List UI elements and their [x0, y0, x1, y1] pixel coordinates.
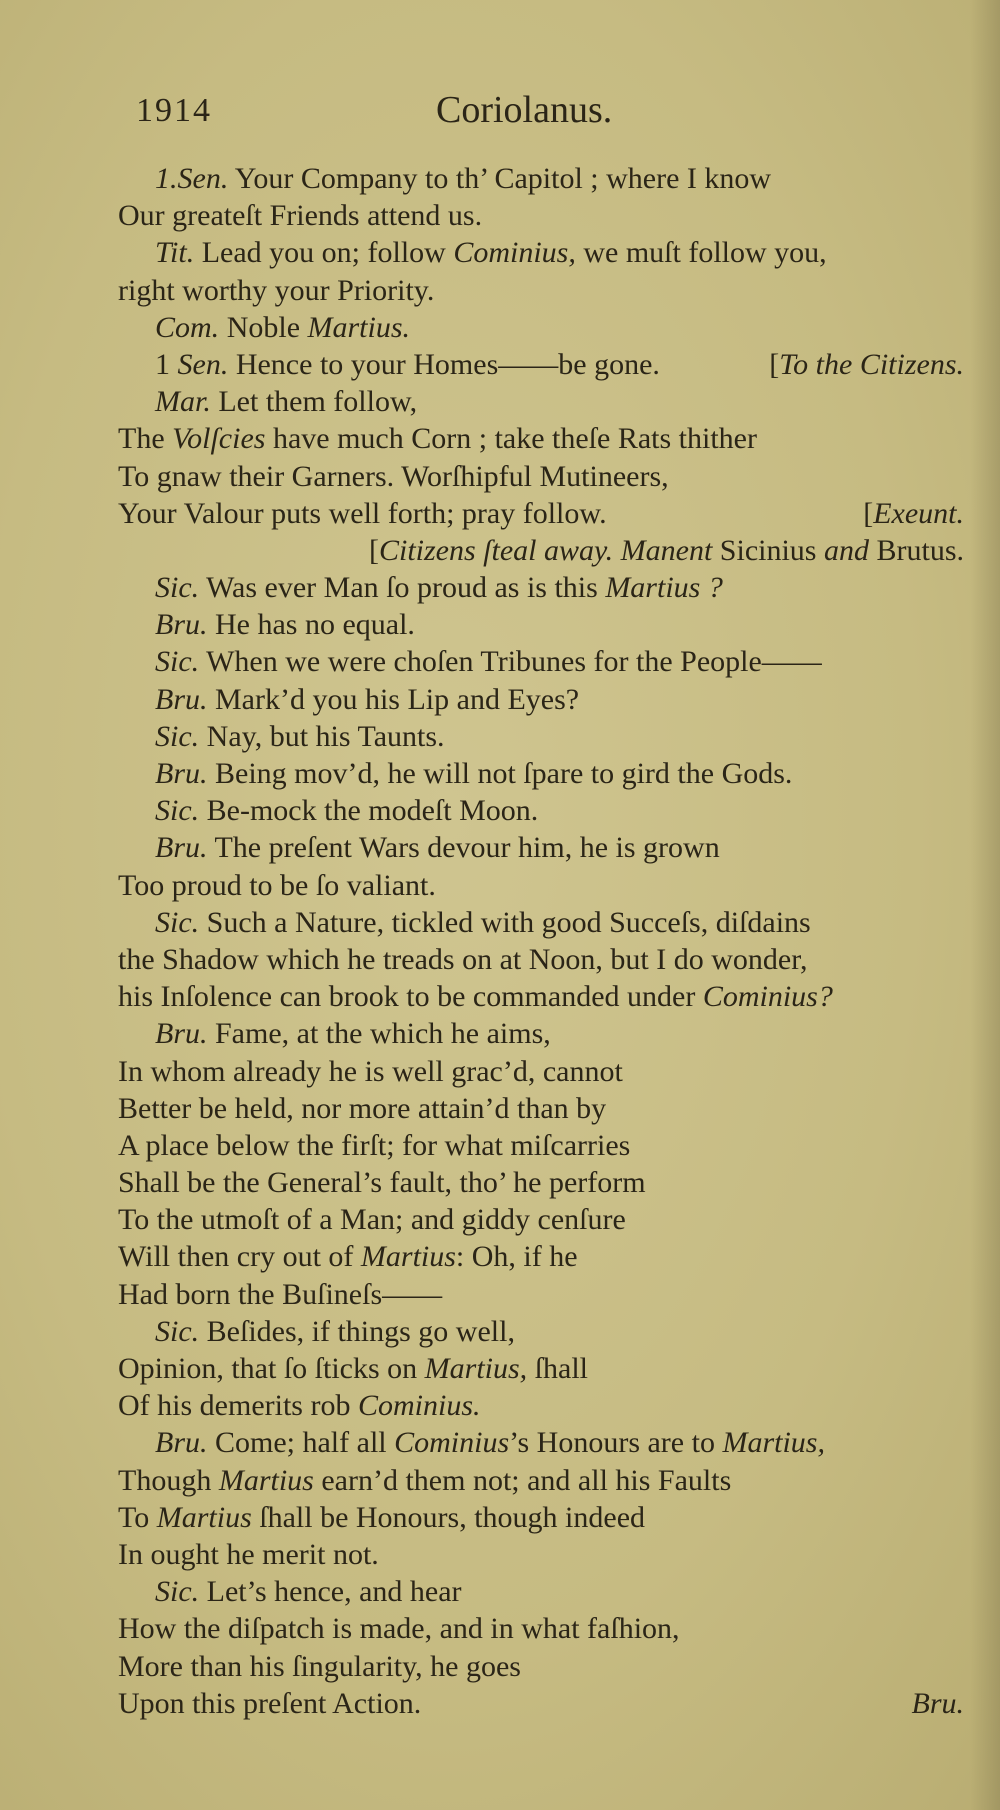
stage-direction: [863, 495, 964, 532]
italic-text: Bru.: [155, 608, 208, 642]
roman-text: To gnaw their Garners. Worſhipful Mutineers,: [118, 459, 669, 493]
line-text: [118, 1090, 606, 1127]
text-line: [0, 383, 1000, 420]
line-text: [118, 1648, 521, 1685]
roman-text: Of his demerits rob: [118, 1389, 358, 1423]
roman-text: He has no equal.: [207, 608, 415, 642]
stage-direction: [769, 346, 964, 383]
text-line: [0, 643, 1000, 680]
line-text: [118, 1053, 623, 1090]
italic-text: Martius: [360, 1240, 456, 1274]
roman-text: Shall be the General’s fault, tho’ he perform: [118, 1166, 646, 1200]
text-line: [0, 1090, 1000, 1127]
italic-text: Exeunt.: [873, 496, 964, 530]
text-line: [0, 978, 1000, 1015]
line-text: [155, 904, 811, 941]
text-line: [0, 1127, 1000, 1164]
italic-text: Martius ?: [605, 571, 723, 605]
italic-text: Com.: [155, 310, 220, 344]
roman-text: The preſent Wars devour him, he is grown: [207, 831, 720, 865]
italic-text: Mar.: [155, 385, 211, 419]
text-line: [0, 1610, 1000, 1647]
roman-text: Being mov’d, he will not ſpare to gird the Gods.: [207, 757, 793, 790]
roman-text: [: [368, 533, 379, 567]
italic-text: Bru.: [155, 1017, 208, 1051]
text-line: [0, 1350, 1000, 1387]
roman-text: Was ever Man ſo proud as is this: [199, 571, 606, 605]
italic-text: Citizens ſteal away. Manent: [378, 533, 713, 567]
line-text: [155, 1313, 515, 1350]
roman-text: Such a Nature, tickled with good Succeſs, diſdains: [199, 905, 811, 939]
roman-text: In whom already he is well grac’d, cannot: [118, 1054, 623, 1088]
line-text: [118, 978, 833, 1015]
line-text: [118, 1127, 630, 1164]
roman-text: Noble: [219, 310, 308, 344]
roman-text: More than his ſingularity, he goes: [118, 1649, 521, 1683]
roman-text: have much Corn ; take theſe Rats thither: [265, 422, 757, 456]
line-text: [155, 792, 538, 829]
italic-text: Sic.: [155, 571, 200, 605]
roman-text: Mark’d you his Lip and Eyes?: [207, 682, 580, 716]
text-line: [0, 346, 1000, 383]
text-line: [0, 197, 1000, 234]
text-line: [0, 829, 1000, 866]
italic-text: Sic.: [155, 794, 200, 828]
roman-text: Had born the Buſineſs——: [118, 1277, 443, 1311]
roman-text: [: [863, 496, 874, 530]
roman-text: In ought he merit not.: [118, 1537, 379, 1571]
text-line: [0, 1424, 1000, 1461]
line-text: [118, 867, 436, 904]
roman-text: Beſides, if things go well,: [199, 1314, 515, 1348]
line-text: [155, 643, 822, 680]
roman-text: Though: [118, 1463, 219, 1497]
line-text: [118, 495, 607, 532]
roman-text: [: [769, 347, 780, 381]
text-line: [0, 792, 1000, 829]
roman-text: When we were choſen Tribunes for the People——: [199, 645, 822, 679]
text-line: [0, 569, 1000, 606]
line-text: [155, 1015, 551, 1052]
roman-text: To the utmoſt of a Man; and giddy cenſure: [118, 1203, 626, 1237]
text-line: [0, 532, 1000, 569]
text-line: [0, 1536, 1000, 1573]
line-text: [118, 1350, 588, 1387]
roman-text: The: [118, 422, 173, 456]
text-line: [0, 1648, 1000, 1685]
text-line: [0, 1276, 1000, 1313]
roman-text: 1: [155, 347, 178, 381]
italic-text: Volſcies: [172, 422, 266, 456]
line-text: [155, 829, 720, 866]
text-line: [0, 309, 1000, 346]
italic-text: Tit.: [155, 236, 195, 270]
roman-text: A place below the firſt; for what miſcarries: [118, 1128, 631, 1162]
roman-text: Lead you on; follow: [194, 236, 454, 270]
line-text: [155, 160, 771, 197]
line-text: [118, 1610, 680, 1647]
text-line: [0, 1387, 1000, 1424]
line-text: [118, 1536, 379, 1573]
roman-text: Fame, at the which he aims,: [207, 1017, 551, 1051]
line-text: [155, 681, 579, 718]
italic-text: Sic.: [155, 1575, 200, 1609]
stage-direction: [369, 532, 964, 569]
text-line: [0, 1462, 1000, 1499]
line-text: [155, 569, 723, 606]
text-line: [0, 1685, 1000, 1722]
roman-text: To: [118, 1500, 157, 1534]
line-text: [118, 420, 757, 457]
text-line: [0, 1499, 1000, 1536]
italic-text: and: [823, 533, 869, 567]
roman-text: Nay, but his Taunts.: [199, 719, 445, 753]
italic-text: Bru.: [155, 757, 208, 790]
roman-text: Will then cry out of: [118, 1240, 361, 1274]
roman-text: ’s Honours are to: [509, 1426, 723, 1460]
text-line: [0, 1201, 1000, 1238]
line-text: [155, 718, 445, 755]
text-line: [0, 1313, 1000, 1350]
stage-direction: [912, 1685, 965, 1722]
text-line: [0, 867, 1000, 904]
text-line: [0, 1238, 1000, 1275]
italic-text: Martius: [218, 1463, 314, 1497]
line-text: [155, 346, 660, 383]
line-text: [155, 234, 827, 271]
italic-text: Martius,: [722, 1426, 825, 1460]
italic-text: Sic.: [155, 905, 200, 939]
roman-text: How the diſpatch is made, and in what faſhion,: [118, 1612, 680, 1646]
italic-text: Bru.: [155, 682, 208, 716]
play-text: [0, 160, 1000, 1722]
text-line: [0, 458, 1000, 495]
roman-text: Upon this preſent Action.: [118, 1686, 422, 1720]
roman-text: Let them follow,: [210, 385, 418, 419]
italic-text: Martius: [156, 1500, 252, 1534]
italic-text: 1.Sen.: [155, 162, 229, 195]
line-text: [118, 1164, 646, 1201]
line-text: [118, 1387, 481, 1424]
roman-text: Hence to your Homes——be gone.: [228, 347, 660, 381]
roman-text: Be-mock the modeſt Moon.: [199, 794, 539, 828]
text-line: [0, 234, 1000, 271]
line-text: [118, 1201, 626, 1238]
line-text: [118, 1276, 442, 1313]
italic-text: Cominius,: [453, 236, 576, 270]
line-text: [155, 383, 417, 420]
roman-text: his Inſolence can brook to be commanded under: [118, 980, 703, 1014]
line-text: [118, 458, 669, 495]
line-text: [118, 941, 808, 978]
italic-text: Bru.: [911, 1686, 964, 1720]
text-line: [0, 495, 1000, 532]
line-text: [118, 1238, 578, 1275]
roman-text: ſhall be Honours, though indeed: [251, 1500, 646, 1534]
italic-text: Cominius: [394, 1426, 510, 1460]
italic-text: Martius,: [424, 1352, 528, 1385]
line-text: [155, 755, 792, 792]
roman-text: ſhall: [527, 1352, 588, 1385]
roman-text: we muſt follow you,: [575, 236, 827, 270]
italic-text: Martius.: [307, 310, 411, 344]
italic-text: Bru.: [155, 1426, 208, 1460]
text-line: [0, 1164, 1000, 1201]
line-text: [155, 606, 415, 643]
text-line: [0, 606, 1000, 643]
line-text: [118, 1685, 421, 1722]
roman-text: Your Valour puts well forth; pray follow.: [118, 496, 607, 530]
line-text: [118, 1499, 645, 1536]
italic-text: Cominius.: [357, 1389, 481, 1423]
roman-text: Sicinius: [712, 533, 824, 567]
roman-text: Too proud to be ſo valiant.: [118, 868, 436, 902]
roman-text: Opinion, that ſo ſticks on: [118, 1352, 425, 1385]
running-title: Coriolanus.: [436, 89, 613, 131]
text-line: [0, 941, 1000, 978]
text-line: [0, 681, 1000, 718]
text-line: [0, 1053, 1000, 1090]
roman-text: Brutus.: [868, 533, 964, 567]
italic-text: To the Citizens.: [779, 347, 964, 381]
roman-text: : Oh, if he: [455, 1240, 578, 1274]
italic-text: Bru.: [155, 831, 208, 865]
line-text: [155, 309, 410, 346]
text-line: [0, 272, 1000, 309]
roman-text: right worthy your Priority.: [118, 273, 435, 307]
italic-text: Sic.: [155, 645, 200, 679]
line-text: [118, 1462, 731, 1499]
roman-text: earn’d them not; and all his Faults: [313, 1463, 732, 1497]
text-line: [0, 755, 1000, 792]
roman-text: Our greateſt Friends attend us.: [118, 199, 483, 233]
italic-text: Sic.: [155, 719, 200, 753]
page-number: 1914: [136, 92, 212, 129]
italic-text: Sen.: [177, 347, 229, 381]
text-line: [0, 1573, 1000, 1610]
line-text: [118, 272, 434, 309]
italic-text: Cominius?: [702, 980, 833, 1014]
text-line: [0, 160, 1000, 197]
roman-text: Come; half all: [207, 1426, 395, 1460]
roman-text: the Shadow which he treads on at Noon, but I do wonder,: [118, 942, 808, 976]
line-text: [118, 197, 482, 234]
text-line: [0, 904, 1000, 941]
text-line: [0, 420, 1000, 457]
line-text: [155, 1573, 462, 1610]
italic-text: Sic.: [155, 1314, 200, 1348]
line-text: [155, 1424, 825, 1461]
text-line: [0, 718, 1000, 755]
roman-text: Let’s hence, and hear: [199, 1575, 462, 1609]
text-line: [0, 1015, 1000, 1052]
roman-text: Better be held, nor more attain’d than by: [118, 1091, 607, 1125]
roman-text: Your Company to th’ Capitol ; where I know: [228, 162, 772, 195]
